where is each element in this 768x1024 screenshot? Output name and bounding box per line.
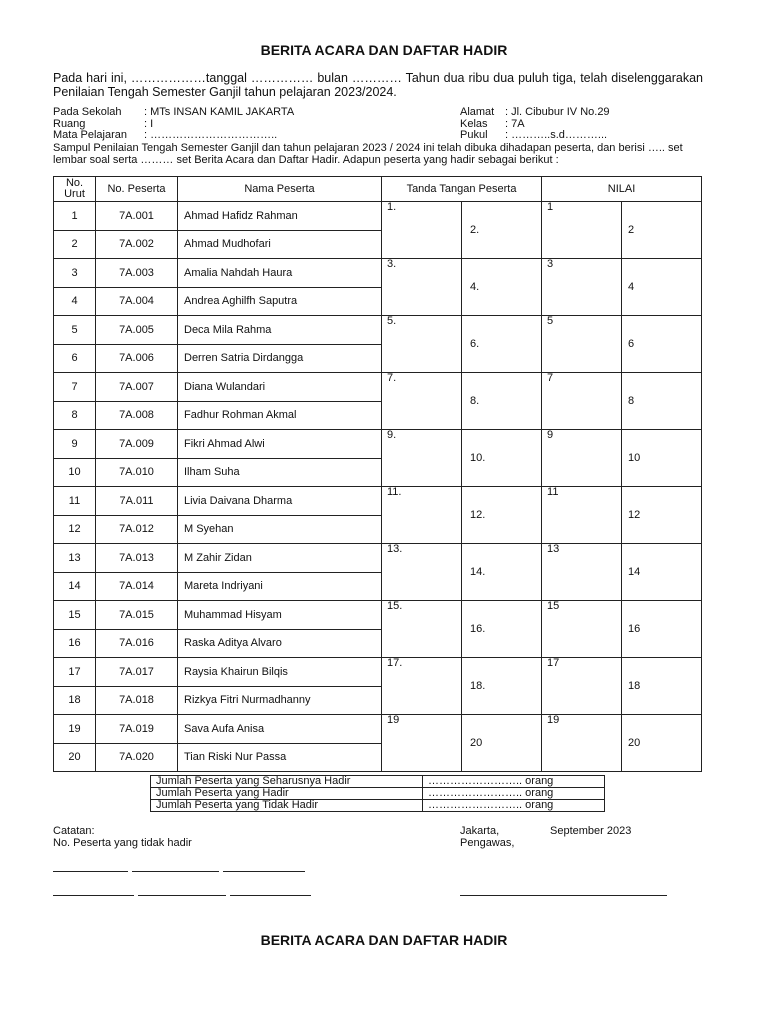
cell-nama-peserta: Muhammad Hisyam: [178, 601, 382, 630]
page-title: BERITA ACARA DAN DAFTAR HADIR: [260, 42, 508, 58]
cell-nilai-left: [542, 430, 622, 487]
cell-no-urut: 11: [54, 487, 96, 516]
info-sekolah-label: Pada Sekolah: [53, 106, 122, 118]
nilai-number: 17: [547, 657, 560, 669]
cell-nilai-right: 6: [622, 316, 702, 373]
cell-nama-peserta: Mareta Indriyani: [178, 572, 382, 601]
cell-signature-right: 8.: [462, 373, 542, 430]
info-kelas-value: : 7A: [505, 117, 525, 130]
cell-signature-left: [382, 658, 462, 715]
cell-no-urut: 10: [54, 458, 96, 487]
signature-number: 13.: [387, 543, 403, 555]
blank-line: [53, 895, 134, 896]
cell-no-urut: 2: [54, 230, 96, 259]
table-row: [54, 202, 702, 231]
summary-label: Jumlah Peserta yang Tidak Hadir: [151, 800, 423, 812]
cell-nama-peserta: Raska Aditya Alvaro: [178, 629, 382, 658]
bulan-label: September 2023: [550, 825, 632, 837]
cell-nilai-right: 12: [622, 487, 702, 544]
info-ruang-value: : I: [144, 117, 154, 130]
info-alamat-value: : Jl. Cibubur IV No.29: [505, 106, 610, 118]
table-row: [54, 316, 702, 345]
cell-no-peserta: 7A.002: [96, 230, 178, 259]
cell-no-urut: 5: [54, 316, 96, 345]
signature-number: 17.: [387, 657, 403, 669]
nilai-number: 3: [547, 258, 554, 270]
nilai-number: 13: [547, 543, 560, 555]
cell-nilai-right: 16: [622, 601, 702, 658]
summary-label: Jumlah Peserta yang Seharusnya Hadir: [151, 776, 423, 788]
cell-no-urut: 16: [54, 629, 96, 658]
cell-no-peserta: 7A.014: [96, 572, 178, 601]
info-pukul-label: Pukul: [460, 129, 488, 141]
table-row: [54, 430, 702, 459]
cell-no-peserta: 7A.019: [96, 715, 178, 744]
sampul-paragraph: Sampul Penilaian Tengah Semester Ganjil dan tahun pelajaran 2023 / 2024 ini telah dibuka dihadapan peserta, dan berisi ….. set lembar soal serta ……… set Berita Acara dan Daftar Hadir. Adapun peserta yang hadir sebagai berikut :: [53, 142, 683, 166]
cell-nilai-left: [542, 601, 622, 658]
summary-label: Jumlah Peserta yang Hadir: [151, 788, 423, 800]
cell-no-urut: 1: [54, 202, 96, 231]
summary-value: …………………….. orang: [423, 776, 605, 788]
nilai-number: 11: [547, 486, 559, 498]
cell-nama-peserta: Raysia Khairun Bilqis: [178, 658, 382, 687]
no-peserta-tidak-hadir-label: No. Peserta yang tidak hadir: [53, 837, 192, 849]
cell-signature-left: [382, 544, 462, 601]
blank-line: [138, 895, 226, 896]
cell-nama-peserta: Tian Riski Nur Passa: [178, 743, 382, 772]
cell-signature-left: [382, 259, 462, 316]
summary-row: [151, 788, 605, 800]
cell-no-urut: 17: [54, 658, 96, 687]
info-alamat-label: Alamat: [460, 106, 495, 118]
nilai-number: 5: [547, 315, 554, 327]
cell-nilai-left: [542, 487, 622, 544]
summary-value: …………………….. orang: [423, 800, 605, 812]
cell-nama-peserta: Derren Satria Dirdangga: [178, 344, 382, 373]
cell-no-urut: 12: [54, 515, 96, 544]
intro-paragraph: Pada hari ini, ………………tanggal …………… bulan ………… Tahun dua ribu dua puluh tiga, telah diselenggarakan Penilaian Tengah Semester Ganjil tahun pelajaran 2023/2024.: [53, 71, 703, 99]
table-row: [54, 487, 702, 516]
cell-no-peserta: 7A.009: [96, 430, 178, 459]
cell-signature-left: [382, 373, 462, 430]
cell-signature-left: [382, 487, 462, 544]
cell-no-peserta: 7A.012: [96, 515, 178, 544]
table-row: [54, 658, 702, 687]
cell-no-peserta: 7A.018: [96, 686, 178, 715]
kota-label: Jakarta,: [460, 825, 500, 837]
cell-nilai-left: [542, 259, 622, 316]
cell-no-urut: 9: [54, 430, 96, 459]
cell-signature-right: 16.: [462, 601, 542, 658]
catatan-label: Catatan:: [53, 825, 95, 837]
header-nama-peserta: Nama Peserta: [178, 177, 382, 202]
blank-line: [53, 871, 128, 872]
nilai-number: 15: [547, 600, 560, 612]
summary-row: [151, 776, 605, 788]
blank-line: [230, 895, 311, 896]
cell-no-peserta: 7A.017: [96, 658, 178, 687]
cell-nama-peserta: Deca Mila Rahma: [178, 316, 382, 345]
info-pukul-value: : ………..s.d………...: [505, 129, 608, 141]
signature-line-pengawas: [460, 895, 667, 896]
cell-nilai-left: [542, 544, 622, 601]
info-kelas-label: Kelas: [460, 117, 488, 130]
cell-no-peserta: 7A.013: [96, 544, 178, 573]
cell-nilai-right: 2: [622, 202, 702, 259]
cell-signature-right: 2.: [462, 202, 542, 259]
nilai-number: 1: [547, 201, 554, 213]
table-row: [54, 601, 702, 630]
cell-nama-peserta: Diana Wulandari: [178, 373, 382, 402]
signature-number: 15.: [387, 600, 403, 612]
cell-nilai-right: 10: [622, 430, 702, 487]
cell-nama-peserta: Amalia Nahdah Haura: [178, 259, 382, 288]
cell-no-peserta: 7A.003: [96, 259, 178, 288]
cell-no-peserta: 7A.020: [96, 743, 178, 772]
cell-nama-peserta: Ilham Suha: [178, 458, 382, 487]
summary-table: [150, 775, 605, 812]
info-mapel-label: Mata Pelajaran: [53, 129, 127, 141]
cell-nilai-right: 18: [622, 658, 702, 715]
signature-number: 11.: [387, 486, 402, 498]
cell-signature-right: 18.: [462, 658, 542, 715]
cell-no-urut: 3: [54, 259, 96, 288]
summary-row: [151, 800, 605, 812]
cell-no-peserta: 7A.006: [96, 344, 178, 373]
header-no-urut: No. Urut: [54, 177, 96, 202]
cell-no-urut: 18: [54, 686, 96, 715]
cell-signature-left: [382, 316, 462, 373]
cell-no-urut: 15: [54, 601, 96, 630]
cell-nilai-right: 4: [622, 259, 702, 316]
cell-nilai-right: 8: [622, 373, 702, 430]
cell-no-urut: 13: [54, 544, 96, 573]
signature-number: 9.: [387, 429, 397, 441]
header-no-peserta: No. Peserta: [96, 177, 178, 202]
cell-no-peserta: 7A.001: [96, 202, 178, 231]
nilai-number: 19: [547, 714, 560, 726]
cell-nama-peserta: Fadhur Rohman Akmal: [178, 401, 382, 430]
cell-nilai-left: [542, 373, 622, 430]
cell-no-urut: 14: [54, 572, 96, 601]
cell-nama-peserta: Andrea Aghilfh Saputra: [178, 287, 382, 316]
cell-nilai-right: 20: [622, 715, 702, 772]
blank-line: [223, 871, 305, 872]
cell-no-peserta: 7A.016: [96, 629, 178, 658]
cell-nama-peserta: Fikri Ahmad Alwi: [178, 430, 382, 459]
table-row: [54, 259, 702, 288]
cell-no-peserta: 7A.007: [96, 373, 178, 402]
cell-signature-left: [382, 202, 462, 259]
cell-nama-peserta: Livia Daivana Dharma: [178, 487, 382, 516]
cell-nama-peserta: M Zahir Zidan: [178, 544, 382, 573]
table-row: [54, 544, 702, 573]
cell-no-peserta: 7A.008: [96, 401, 178, 430]
blank-line: [132, 871, 219, 872]
cell-no-peserta: 7A.011: [96, 487, 178, 516]
cell-no-urut: 6: [54, 344, 96, 373]
table-row: [54, 715, 702, 744]
cell-nama-peserta: Sava Aufa Anisa: [178, 715, 382, 744]
info-mapel-value: : ……………………………..: [144, 129, 278, 141]
cell-nama-peserta: Ahmad Mudhofari: [178, 230, 382, 259]
header-tanda-tangan: Tanda Tangan Peserta: [382, 177, 542, 202]
cell-signature-left: [382, 601, 462, 658]
cell-signature-right: 20: [462, 715, 542, 772]
signature-number: 5.: [387, 315, 397, 327]
cell-nilai-left: [542, 658, 622, 715]
cell-signature-right: 6.: [462, 316, 542, 373]
cell-signature-left: [382, 430, 462, 487]
summary-value: …………………….. orang: [423, 788, 605, 800]
header-nilai: NILAI: [542, 177, 702, 202]
cell-nilai-left: [542, 715, 622, 772]
cell-no-peserta: 7A.004: [96, 287, 178, 316]
cell-no-peserta: 7A.005: [96, 316, 178, 345]
nilai-number: 9: [547, 429, 554, 441]
signature-number: 7.: [387, 372, 397, 384]
cell-nama-peserta: M Syehan: [178, 515, 382, 544]
cell-no-urut: 8: [54, 401, 96, 430]
attendance-table: [53, 176, 702, 772]
cell-no-urut: 4: [54, 287, 96, 316]
info-sekolah-value: : MTs INSAN KAMIL JAKARTA: [144, 106, 295, 118]
cell-nilai-left: [542, 316, 622, 373]
signature-number: 3.: [387, 258, 397, 270]
pengawas-label: Pengawas,: [460, 837, 515, 849]
signature-number: 1.: [387, 201, 397, 213]
page-title-repeat: BERITA ACARA DAN DAFTAR HADIR: [260, 932, 508, 948]
signature-number: 19: [387, 714, 400, 726]
cell-signature-right: 14.: [462, 544, 542, 601]
cell-nilai-left: [542, 202, 622, 259]
info-ruang-label: Ruang: [53, 117, 86, 130]
cell-no-urut: 7: [54, 373, 96, 402]
cell-nama-peserta: Rizkya Fitri Nurmadhanny: [178, 686, 382, 715]
cell-nama-peserta: Ahmad Hafidz Rahman: [178, 202, 382, 231]
cell-signature-right: 12.: [462, 487, 542, 544]
cell-nilai-right: 14: [622, 544, 702, 601]
nilai-number: 7: [547, 372, 554, 384]
cell-signature-right: 4.: [462, 259, 542, 316]
cell-signature-right: 10.: [462, 430, 542, 487]
table-row: [54, 373, 702, 402]
cell-no-urut: 19: [54, 715, 96, 744]
cell-no-peserta: 7A.015: [96, 601, 178, 630]
cell-no-urut: 20: [54, 743, 96, 772]
cell-no-peserta: 7A.010: [96, 458, 178, 487]
cell-signature-left: [382, 715, 462, 772]
